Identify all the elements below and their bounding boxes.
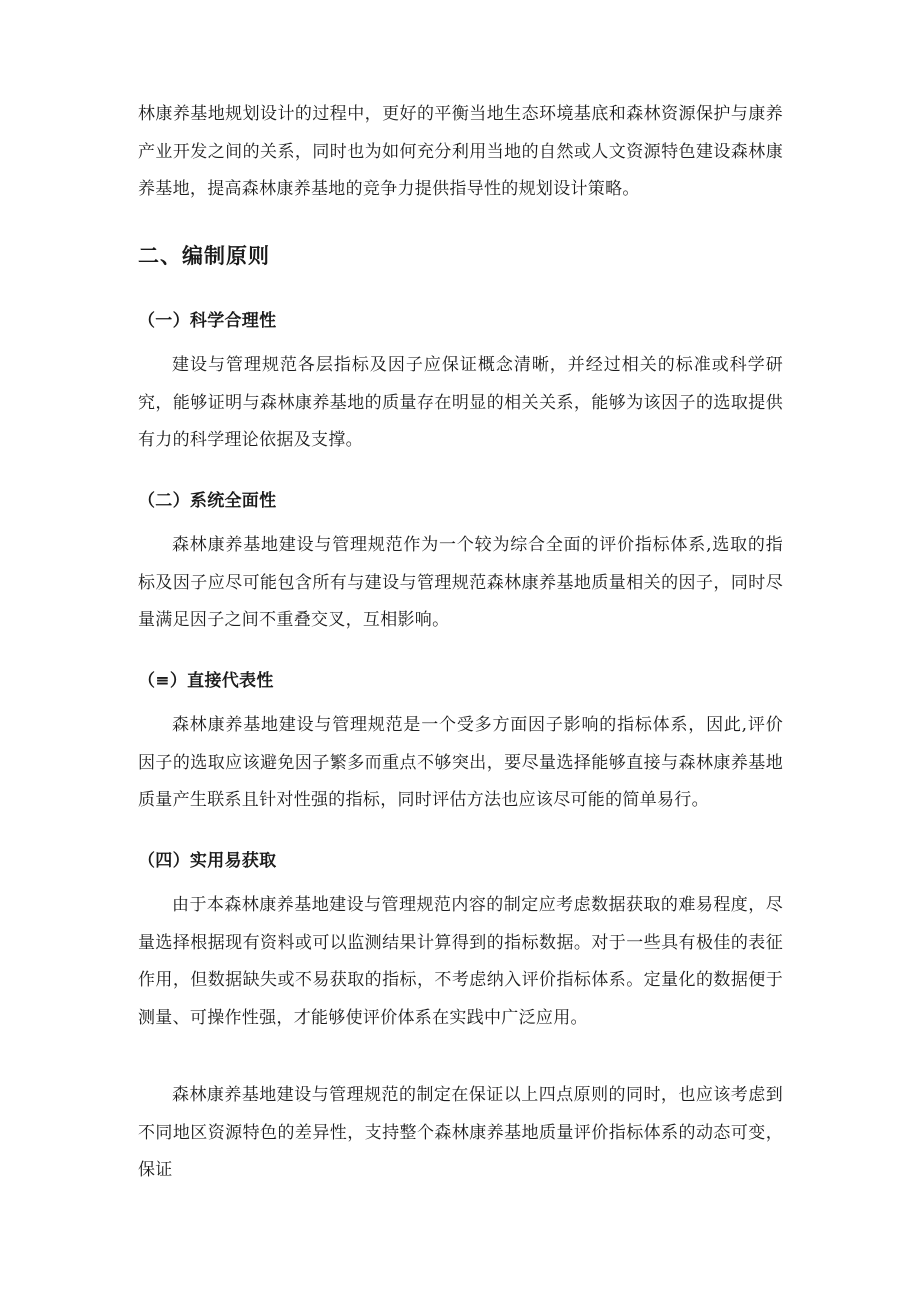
section-heading-block (138, 241, 783, 271)
principle-body: 森林康养基地建设与管理规范是一个受多方面因子影响的指标体系，因此,评价因子的选取应该避免因子繁多而重点不够突出，要尽量选择能够直接与森林康养基地质量产生联系且针对性强的指标，同时评估方法也应该尽可能的简单易行。 (138, 715, 783, 810)
section-title: 二、编制原则 (138, 244, 270, 268)
principle-body: 由于本森林康养基地建设与管理规范内容的制定应考虑数据获取的难易程度，尽量选择根据现有资料或可以监测结果计算得到的指标数据。对于一些具有极佳的表征作用，但数据缺失或不易获取的指标，不考虑纳入评价指标体系。定量化的数据便于测量、可操作性强，才能够使评价体系在实践中广泛应用。 (138, 895, 783, 1028)
principle-title: （≡）直接代表性 (138, 671, 274, 691)
principle-4 (138, 846, 783, 876)
principle-2 (138, 486, 783, 516)
principle-3 (138, 666, 783, 696)
principle-body: 森林康养基地建设与管理规范作为一个较为综合全面的评价指标体系,选取的指标及因子应尽可能包含所有与建设与管理规范森林康养基地质量相关的因子，同时尽量满足因子之间不重叠交叉，互相影响。 (138, 535, 783, 630)
principle-body: 建设与管理规范各层指标及因子应保证概念清晰，并经过相关的标准或科学研究，能够证明与森林康养基地的质量存在明显的相关关系，能够为该因子的选取提供有力的科学理论依据及支撑。 (138, 355, 783, 450)
principle-3-body-block (138, 707, 783, 820)
principle-4-body-block (138, 887, 783, 1037)
principle-2-body-block (138, 527, 783, 640)
principle-1 (138, 306, 783, 336)
principle-title: （一）科学合理性 (138, 311, 277, 331)
intro-paragraph: 林康养基地规划设计的过程中，更好的平衡当地生态环境基底和森林资源保护与康养产业开发之间的关系，同时也为如何充分利用当地的自然或人文资源特色建设森林康养基地，提高森林康养基地的竞争力提供指导性的规划设计策略。 (138, 104, 783, 199)
principle-title: （二）系统全面性 (138, 491, 277, 511)
closing-paragraph: 森林康养基地建设与管理规范的制定在保证以上四点原则的同时，也应该考虑到不同地区资源特色的差异性，支持整个森林康养基地质量评价指标体系的动态可变，保证 (138, 1085, 783, 1180)
principle-title: （四）实用易获取 (138, 851, 277, 871)
closing-section (138, 1077, 783, 1190)
principle-1-body-block (138, 347, 783, 460)
intro-section (138, 96, 783, 209)
